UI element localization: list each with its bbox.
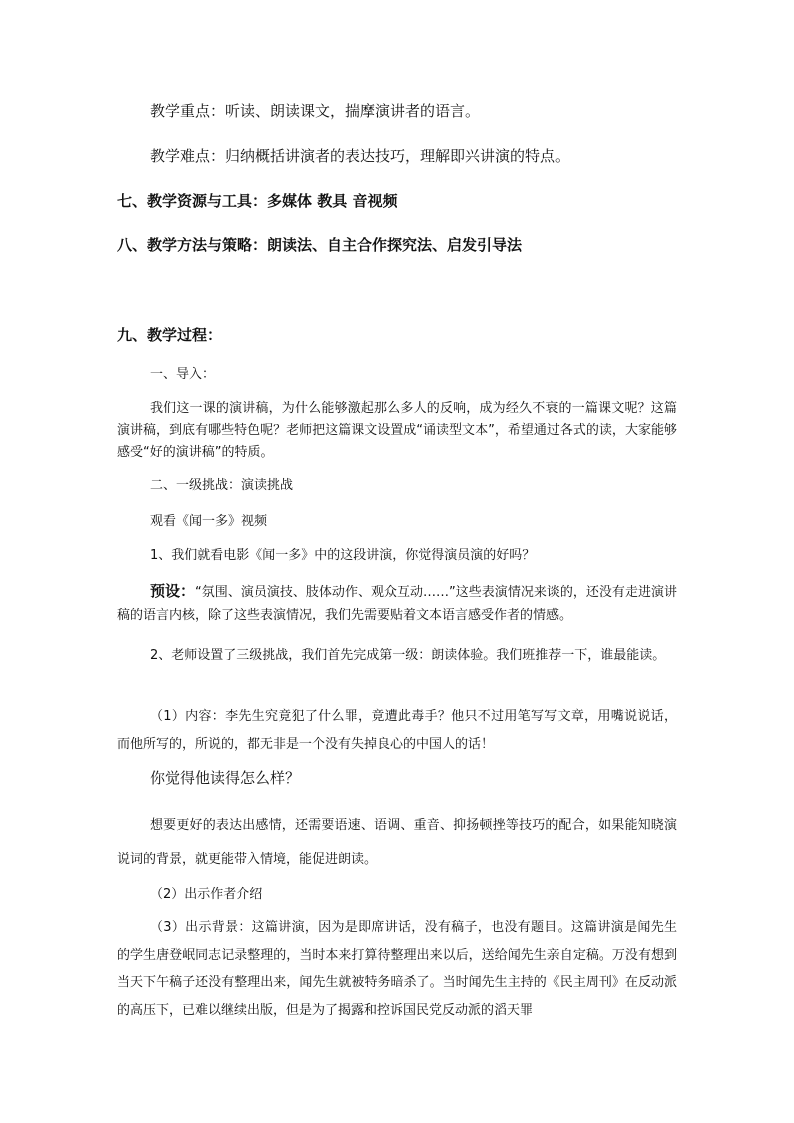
part-2-title: 二、一级挑战：演读挑战 [150, 478, 294, 493]
section-8-heading: 八、教学方法与策略：朗读法、自主合作探究法、启发引导法 [117, 236, 523, 254]
question-1: 1、我们就看电影《闻一多》中的这段讲演，你觉得演员演的好吗？ [150, 548, 536, 563]
content-paragraph [117, 703, 677, 759]
section-7-heading: 七、教学资源与工具：多媒体 教具 音视频 [117, 192, 398, 210]
key-point: 教学重点：听读、朗读课文，揣摩演讲者的语言。 [150, 102, 481, 120]
part-1-paragraph: 我们这一课的演讲稿，为什么能够激起那么多人的反响，成为经久不衰的一篇课文呢？这篇演讲稿，到底有哪些特色呢？老师把这篇课文设置成“诵读型文本”，希望通过各式的读，大家能够感受“好的演讲稿”的特质。 [117, 401, 677, 460]
question-2: 2、老师设置了三级挑战，我们首先完成第一级：朗读体验。我们班推荐一下，谁最能读。 [150, 648, 666, 663]
section-9-heading: 九、教学过程： [117, 326, 223, 344]
author-intro-line: （2）出示作者介绍 [150, 887, 263, 902]
preset-paragraph [117, 580, 677, 627]
part-1-title: 一、导入： [150, 367, 216, 382]
content-label: （1）内容： [150, 709, 226, 724]
difficult-point: 教学难点：归纳概括讲演者的表达技巧，理解即兴讲演的特点。 [150, 147, 571, 165]
watch-video-line: 观看《闻一多》视频 [150, 514, 268, 529]
preset-text: “氛围、演员演技、肢体动作、观众互动……”这些表演情况来谈的，还没有走进演讲稿的语言内核，除了这些表演情况，我们先需要贴着文本语言感受作者的情感。 [117, 585, 677, 623]
preset-label: 预设： [150, 582, 196, 600]
how-read-question: 你觉得他读得怎么样？ [150, 769, 301, 787]
background-paragraph: （3）出示背景：这篇讲演，因为是即席讲话，没有稿子，也没有题目。这篇讲演是闻先生的学生唐登岷同志记录整理的，当时本来打算待整理出来以后，送给闻先生亲自定稿。万没有想到当天下午稿子还没有整理出来，闻先生就被特务暗杀了。当时闻先生主持的《民主周刊》在反动派的高压下，已难以继续出版，但是为了揭露和控诉国民党反动派的滔天罪 [117, 920, 677, 1018]
content-text: 李先生究竟犯了什么罪，竟遭此毒手？他只不过用笔写写文章，用嘴说说话，而他所写的，所说的，都无非是一个没有失掉良心的中国人的话！ [117, 709, 677, 752]
advice-paragraph: 想要更好的表达出感情，还需要语速、语调、重音、抑扬顿挫等技巧的配合，如果能知晓演说词的背景，就更能带入情境，能促进朗读。 [117, 818, 677, 867]
